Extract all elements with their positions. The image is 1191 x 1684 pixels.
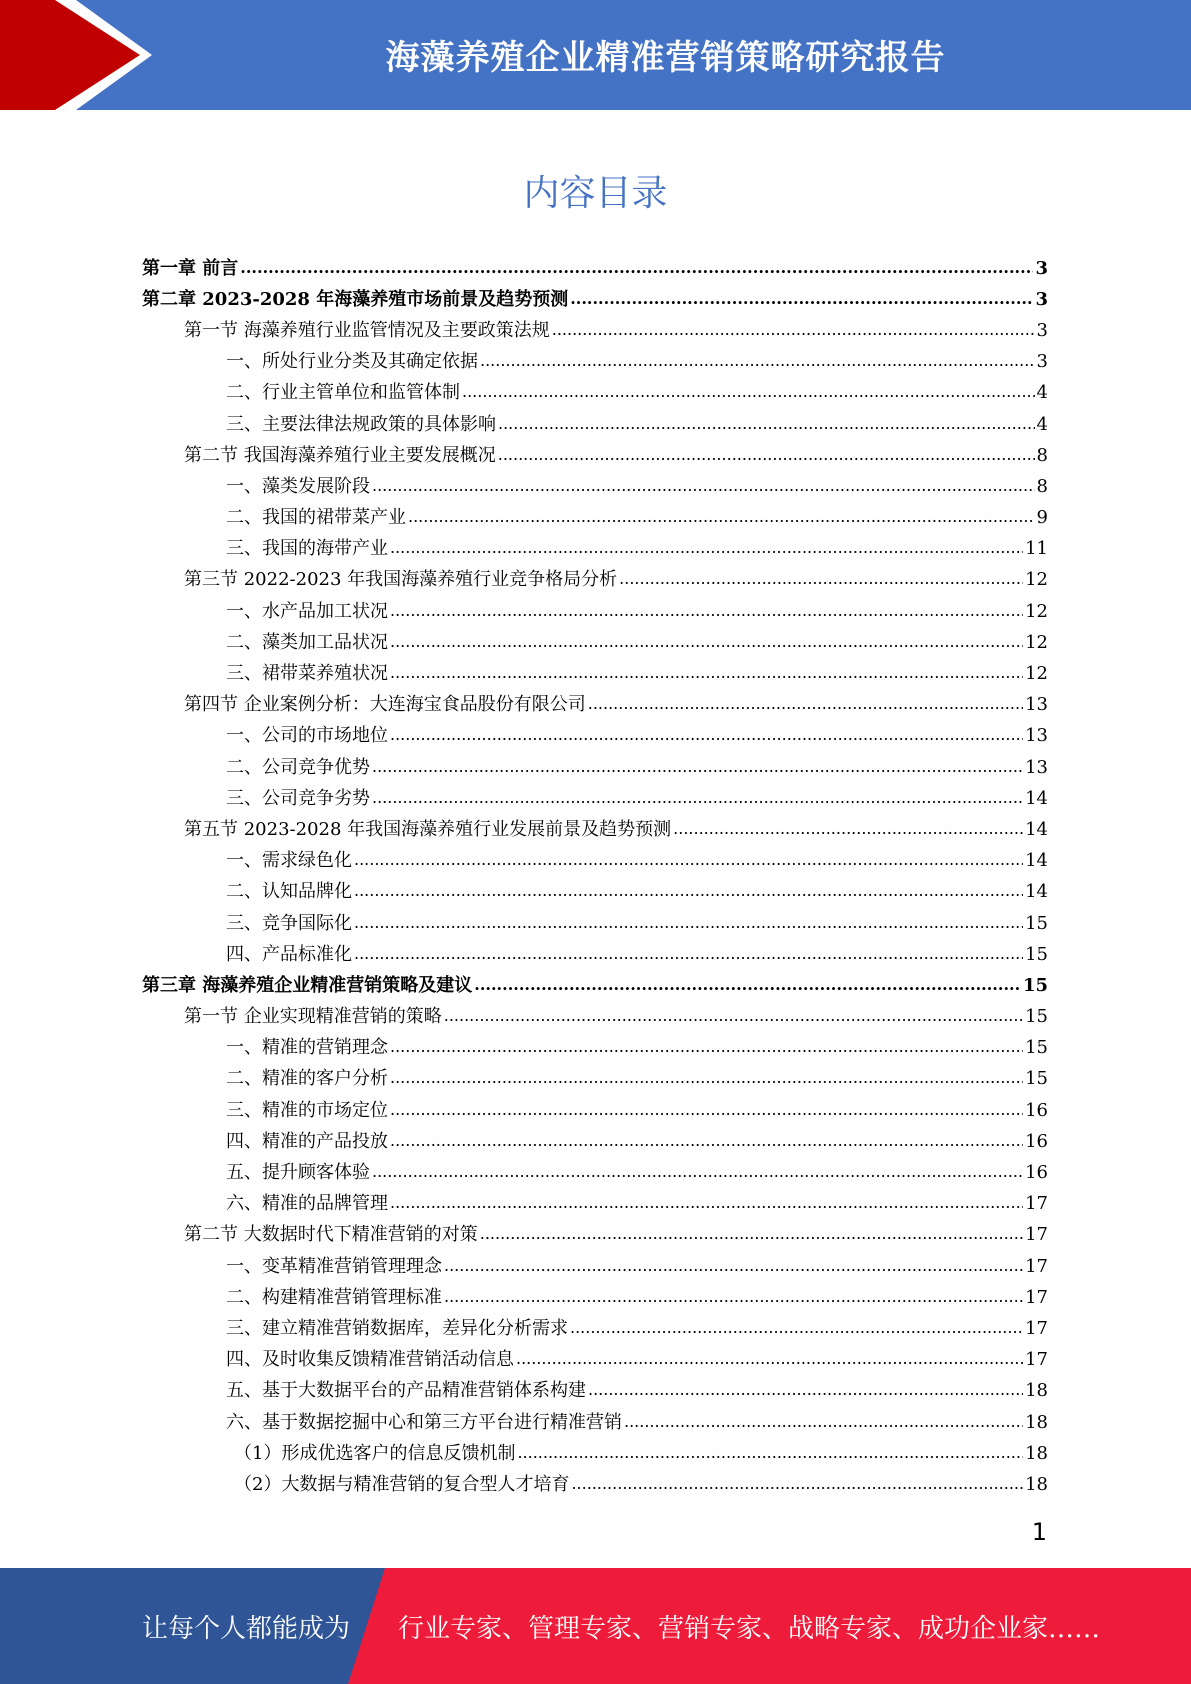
toc-entry-label: 三、公司竞争劣势 xyxy=(226,787,370,809)
toc-entry-label: 二、公司竞争优势 xyxy=(226,756,370,778)
toc-entry-label: 三、主要法律法规政策的具体影响 xyxy=(226,413,496,435)
toc-entry-label: 二、认知品牌化 xyxy=(226,881,352,903)
toc-entry-label: 一、所处行业分类及其确定依据 xyxy=(226,351,478,373)
toc-entry-page: 14 xyxy=(1025,850,1048,872)
toc-leader-dots xyxy=(498,447,1035,465)
toc-entry-label: 第二节 大数据时代下精准营销的对策 xyxy=(184,1224,478,1246)
toc-entry-page: 16 xyxy=(1025,1162,1048,1184)
toc-entry[interactable] xyxy=(142,503,1048,534)
header-banner xyxy=(0,0,1191,110)
toc-leader-dots xyxy=(408,509,1035,527)
toc-entry[interactable] xyxy=(142,596,1048,627)
toc-leader-dots xyxy=(444,1008,1023,1026)
toc-entry-page: 13 xyxy=(1025,694,1048,716)
toc-entry[interactable] xyxy=(142,1282,1048,1313)
toc-entry[interactable] xyxy=(142,721,1048,752)
toc-leader-dots xyxy=(516,1351,1023,1369)
toc-entry-label: 五、基于大数据平台的产品精准营销体系构建 xyxy=(226,1380,586,1402)
toc-leader-dots xyxy=(372,1164,1023,1182)
toc-entry-page: 17 xyxy=(1025,1224,1048,1246)
toc-entry-page: 3 xyxy=(1036,319,1048,341)
toc-entry-page: 4 xyxy=(1036,382,1048,404)
toc-entry[interactable] xyxy=(142,1189,1048,1220)
toc-entry-label: 一、藻类发展阶段 xyxy=(226,475,370,497)
toc-entry[interactable] xyxy=(142,347,1048,378)
toc-entry-label: 第二章 2023-2028 年海藻养殖市场前景及趋势预测 xyxy=(142,288,569,310)
toc-leader-dots xyxy=(517,1445,1023,1463)
toc-entry-page: 17 xyxy=(1025,1349,1048,1371)
toc-entry-page: 12 xyxy=(1025,663,1048,685)
toc-entry-label: 四、精准的产品投放 xyxy=(226,1130,388,1152)
toc-entry-label: 二、我国的裙带菜产业 xyxy=(226,507,406,529)
toc-entry-page: 15 xyxy=(1025,912,1048,934)
toc-entry[interactable] xyxy=(142,846,1048,877)
toc-entry[interactable] xyxy=(142,253,1048,284)
toc-entry-label: 二、藻类加工品状况 xyxy=(226,631,388,653)
toc-entry-page: 12 xyxy=(1025,569,1048,591)
toc-leader-dots xyxy=(480,1226,1023,1244)
toc-entry[interactable] xyxy=(142,877,1048,908)
toc-entry-label: 四、产品标准化 xyxy=(226,943,352,965)
toc-entry-label: 一、水产品加工状况 xyxy=(226,600,388,622)
toc-entry-label: 二、构建精准营销管理标准 xyxy=(226,1286,442,1308)
toc-entry[interactable] xyxy=(142,409,1048,440)
toc-entry-label: 第一节 海藻养殖行业监管情况及主要政策法规 xyxy=(184,319,550,341)
toc-entry-page: 17 xyxy=(1025,1317,1048,1339)
toc-entry-page: 13 xyxy=(1025,756,1048,778)
toc-entry-page: 8 xyxy=(1036,444,1048,466)
toc-entry-page: 3 xyxy=(1035,288,1048,310)
toc-entry-label: 第二节 我国海藻养殖行业主要发展概况 xyxy=(184,444,496,466)
toc-entry-page: 18 xyxy=(1025,1442,1048,1464)
toc-entry-label: 三、建立精准营销数据库，差异化分析需求 xyxy=(226,1317,568,1339)
toc-entry[interactable] xyxy=(142,565,1048,596)
toc-entry[interactable] xyxy=(142,690,1048,721)
toc-entry-label: 三、裙带菜养殖状况 xyxy=(226,663,388,685)
toc-entry[interactable] xyxy=(142,1002,1048,1033)
toc-leader-dots xyxy=(390,634,1023,652)
toc-entry-page: 18 xyxy=(1025,1411,1048,1433)
toc-entry-page: 15 xyxy=(1025,943,1048,965)
toc-entry-page: 16 xyxy=(1025,1099,1048,1121)
toc-entry[interactable] xyxy=(142,1157,1048,1188)
toc-entry-label: 三、我国的海带产业 xyxy=(226,538,388,560)
toc-entry-label: 一、变革精准营销管理理念 xyxy=(226,1255,442,1277)
toc-entry[interactable] xyxy=(142,1064,1048,1095)
toc-entry[interactable] xyxy=(142,752,1048,783)
toc-entry[interactable] xyxy=(142,908,1048,939)
toc-entry-label: 三、竞争国际化 xyxy=(226,912,352,934)
toc-leader-dots xyxy=(498,416,1035,434)
table-of-contents xyxy=(142,253,1048,1501)
toc-leader-dots xyxy=(571,1476,1023,1494)
toc-leader-dots xyxy=(570,291,1033,309)
toc-entry-label: 一、需求绿色化 xyxy=(226,850,352,872)
toc-leader-dots xyxy=(390,727,1023,745)
toc-entry-page: 14 xyxy=(1025,881,1048,903)
toc-entry-page: 11 xyxy=(1025,538,1048,560)
toc-leader-dots xyxy=(588,1382,1023,1400)
toc-entry[interactable] xyxy=(142,1469,1048,1500)
footer-banner xyxy=(0,1568,1191,1684)
toc-entry-page: 14 xyxy=(1025,818,1048,840)
toc-entry[interactable] xyxy=(142,1095,1048,1126)
toc-leader-dots xyxy=(444,1289,1023,1307)
toc-leader-dots xyxy=(474,977,1021,995)
toc-entry[interactable] xyxy=(142,1438,1048,1469)
toc-entry-label: 三、精准的市场定位 xyxy=(226,1099,388,1121)
toc-entry-label: 第一节 企业实现精准营销的策略 xyxy=(184,1006,442,1028)
toc-entry-page: 8 xyxy=(1036,475,1048,497)
toc-entry-page: 12 xyxy=(1025,631,1048,653)
toc-entry-page: 4 xyxy=(1036,413,1048,435)
toc-entry-label: （1）形成优选客户的信息反馈机制 xyxy=(234,1442,516,1464)
toc-entry[interactable] xyxy=(142,1376,1048,1407)
toc-entry[interactable] xyxy=(142,1251,1048,1282)
toc-entry-label: 第三节 2022-2023 年我国海藻养殖行业竞争格局分析 xyxy=(184,569,618,591)
toc-leader-dots xyxy=(462,384,1035,402)
toc-entry-page: 13 xyxy=(1025,725,1048,747)
toc-leader-dots xyxy=(372,759,1023,777)
toc-entry-page: 15 xyxy=(1025,1037,1048,1059)
toc-entry-page: 17 xyxy=(1025,1255,1048,1277)
toc-leader-dots xyxy=(588,696,1023,714)
toc-leader-dots xyxy=(240,260,1033,278)
toc-entry-label: 第一章 前言 xyxy=(142,257,239,279)
toc-leader-dots xyxy=(390,540,1023,558)
toc-leader-dots xyxy=(673,821,1023,839)
toc-entry[interactable] xyxy=(142,471,1048,502)
toc-entry-label: 一、公司的市场地位 xyxy=(226,725,388,747)
toc-entry-page: 15 xyxy=(1025,1068,1048,1090)
toc-entry-label: 二、行业主管单位和监管体制 xyxy=(226,382,460,404)
toc-leader-dots xyxy=(354,883,1023,901)
toc-entry-page: 18 xyxy=(1025,1473,1048,1495)
report-title: 海藻养殖企业精准营销策略研究报告 xyxy=(385,37,946,78)
toc-heading: 内容目录 xyxy=(523,173,668,214)
toc-entry[interactable] xyxy=(142,1407,1048,1438)
toc-entry[interactable] xyxy=(142,440,1048,471)
toc-leader-dots xyxy=(354,915,1023,933)
toc-entry-page: 17 xyxy=(1025,1286,1048,1308)
toc-entry[interactable] xyxy=(142,814,1048,845)
toc-entry-page: 16 xyxy=(1025,1130,1048,1152)
toc-entry-label: 二、精准的客户分析 xyxy=(226,1068,388,1090)
toc-leader-dots xyxy=(619,571,1023,589)
toc-leader-dots xyxy=(354,852,1023,870)
toc-leader-dots xyxy=(570,1320,1023,1338)
toc-entry-label: 第三章 海藻养殖企业精准营销策略及建议 xyxy=(142,974,473,996)
toc-entry[interactable] xyxy=(142,783,1048,814)
toc-leader-dots xyxy=(390,1039,1023,1057)
toc-entry-label: 六、精准的品牌管理 xyxy=(226,1193,388,1215)
toc-leader-dots xyxy=(552,322,1035,340)
page-number: 1 xyxy=(1031,1518,1047,1546)
footer-slogan-right: 行业专家、管理专家、营销专家、战略专家、成功企业家…… xyxy=(398,1613,1101,1644)
toc-leader-dots xyxy=(444,1258,1023,1276)
toc-entry[interactable] xyxy=(142,284,1048,315)
toc-entry[interactable] xyxy=(142,939,1048,970)
toc-entry-label: 一、精准的营销理念 xyxy=(226,1037,388,1059)
toc-leader-dots xyxy=(372,790,1023,808)
toc-leader-dots xyxy=(390,603,1023,621)
toc-entry[interactable] xyxy=(142,1126,1048,1157)
toc-leader-dots xyxy=(372,478,1035,496)
toc-entry-label: 六、基于数据挖掘中心和第三方平台进行精准营销 xyxy=(226,1411,622,1433)
toc-entry[interactable] xyxy=(142,1313,1048,1344)
toc-entry[interactable] xyxy=(142,627,1048,658)
toc-entry[interactable] xyxy=(142,1345,1048,1376)
toc-entry[interactable] xyxy=(142,534,1048,565)
toc-entry-label: 第五节 2023-2028 年我国海藻养殖行业发展前景及趋势预测 xyxy=(184,818,672,840)
toc-leader-dots xyxy=(390,1133,1023,1151)
toc-leader-dots xyxy=(480,353,1035,371)
toc-entry-page: 15 xyxy=(1022,974,1048,996)
toc-leader-dots xyxy=(390,665,1023,683)
toc-entry[interactable] xyxy=(142,1033,1048,1064)
toc-entry-page: 17 xyxy=(1025,1193,1048,1215)
toc-leader-dots xyxy=(390,1195,1023,1213)
toc-entry-page: 18 xyxy=(1025,1380,1048,1402)
toc-entry-label: 五、提升顾客体验 xyxy=(226,1162,370,1184)
toc-entry[interactable] xyxy=(142,378,1048,409)
toc-leader-dots xyxy=(390,1070,1023,1088)
toc-leader-dots xyxy=(624,1414,1023,1432)
toc-entry-page: 9 xyxy=(1036,507,1048,529)
toc-leader-dots xyxy=(354,946,1023,964)
toc-leader-dots xyxy=(390,1102,1023,1120)
toc-entry-page: 3 xyxy=(1036,351,1048,373)
toc-entry-page: 3 xyxy=(1035,257,1048,279)
toc-entry[interactable] xyxy=(142,1220,1048,1251)
toc-entry[interactable] xyxy=(142,970,1048,1001)
toc-entry-label: 四、及时收集反馈精准营销活动信息 xyxy=(226,1349,514,1371)
toc-entry-page: 15 xyxy=(1025,1006,1048,1028)
footer-slogan-left: 让每个人都能成为 xyxy=(142,1613,351,1644)
toc-entry-page: 14 xyxy=(1025,787,1048,809)
toc-entry[interactable] xyxy=(142,315,1048,346)
toc-entry-page: 12 xyxy=(1025,600,1048,622)
toc-entry[interactable] xyxy=(142,658,1048,689)
toc-entry-label: （2）大数据与精准营销的复合型人才培育 xyxy=(234,1473,570,1495)
toc-entry-label: 第四节 企业案例分析：大连海宝食品股份有限公司 xyxy=(184,694,586,716)
